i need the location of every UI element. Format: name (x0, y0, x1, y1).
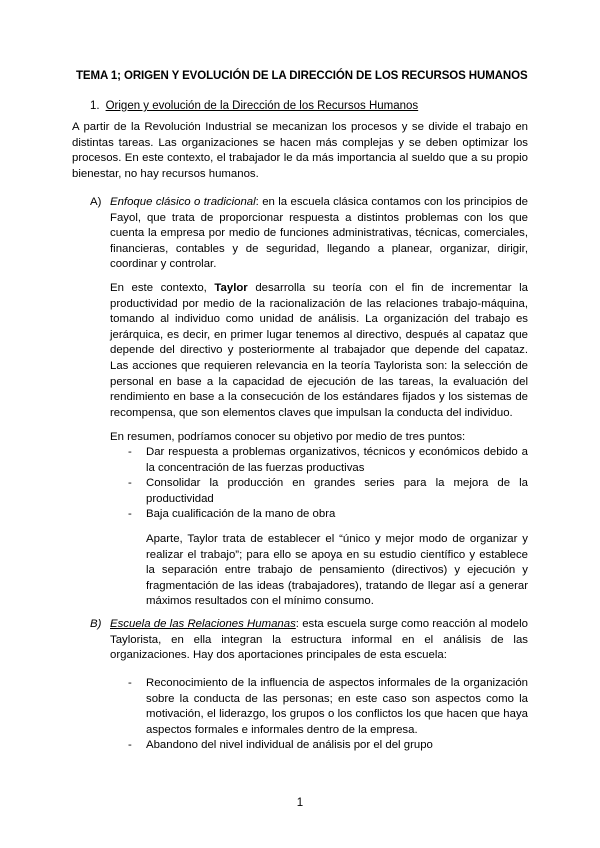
section-b-label: Escuela de las Relaciones Humanas (110, 618, 296, 630)
section-b-marker (90, 617, 101, 633)
bullet-dash: - (128, 677, 132, 689)
summary-line: En resumen, podríamos conocer su objetivo por medio de tres puntos: (110, 431, 466, 443)
taylor-name: Taylor (214, 282, 248, 294)
section-title: Origen y evolución de la Dirección de los Recursos Humanos (105, 100, 419, 112)
section-heading (90, 100, 418, 112)
intro-paragraph: A partir de la Revolución Industrial se mecanizan los procesos y se divide el trabajo en distintas tareas. Las organizaciones se hacen más complejas y se deben optimizar los procesos. En este contexto, el trabajador le da más importancia al sueldo que a su propio bienestar, no hay recursos humanos. (72, 121, 528, 180)
list-item: Reconocimiento de la influencia de aspectos informales de la organización sobre la conducta de las personas; en este caso son aspectos como la motivación, el liderazgo, los grupos o los conflictos los que hacen que haya aspectos formales e informales dentro de la empresa. (146, 677, 528, 736)
section-b-paragraph (110, 617, 528, 664)
aparte-paragraph: Aparte, Taylor trata de establecer el “único y mejor modo de organizar y realizar el trabajo”; para ello se apoya en su estudio científico y establece la separación entre trabajo de pensamiento (directivos) y ejecución y fragmentación de las ideas (trabajadores), tratando de llegar así a generar máximos resultados con el mínimo consumo. (146, 533, 528, 608)
list-item: Baja cualificación de la mano de obra (146, 508, 336, 520)
taylor-text: desarrolla su teoría con el fin de incrementar la productividad por medio de la racionalización de las relaciones trabajo-máquina, tomando al individuo como unidad de análisis. La organización del trabajo es jerárquica, es decir, en primer lugar tenemos al directivo, después al capataz que depende del directivo y posteriormente al trabajador que depende del capataz. Las acciones que requieren relevancia en la teoría Taylorista son: la selección de personal en base a la capacidad de ejecución de las tareas, la evaluación del rendimiento en base a la consecución de los estándares fijados y los sistemas de recompensa, que son elementos claves que impulsan la conducta del individuo. (110, 282, 528, 419)
list-item: Abandono del nivel individual de análisis por el del grupo (146, 739, 433, 751)
page-number: 1 (296, 797, 304, 809)
section-a-label: Enfoque clásico o tradicional (110, 196, 256, 208)
bullet-dash: - (128, 508, 132, 520)
list-item: Consolidar la producción en grandes series para la mejora de la productividad (146, 477, 528, 505)
section-number: 1. (90, 100, 100, 112)
bullet-dash: - (128, 446, 132, 458)
section-b-text: : esta escuela surge como reacción al modelo Taylorista, en ella integran la estructura informal en el análisis de las organizaciones. Hay dos aportaciones principales de esta escuela: (110, 618, 529, 662)
section-a-paragraph (110, 195, 528, 273)
list-item: Dar respuesta a problemas organizativos, técnicos y económicos debido a la concentración de las fuerzas productivas (146, 446, 528, 474)
section-a-text: : en la escuela clásica contamos con los principios de Fayol, que trata de proporcionar respuesta a distintos problemas con los que cuenta la empresa por medio de funciones administrativas, técnicas, comerciales, financieras, contables y de seguridad, llegando a planear, organizar, dirigir, coordinar y controlar. (110, 196, 528, 271)
taylor-paragraph (110, 281, 528, 421)
section-b-marker-text: B) (90, 618, 102, 630)
bullet-dash: - (128, 477, 132, 489)
taylor-pre: En este contexto, (110, 282, 215, 294)
document-title: TEMA 1; ORIGEN Y EVOLUCIÓN DE LA DIRECCIÓN DE LOS RECURSOS HUMANOS (76, 70, 528, 82)
bullet-dash: - (128, 739, 132, 751)
section-a-marker: A) (90, 196, 102, 208)
